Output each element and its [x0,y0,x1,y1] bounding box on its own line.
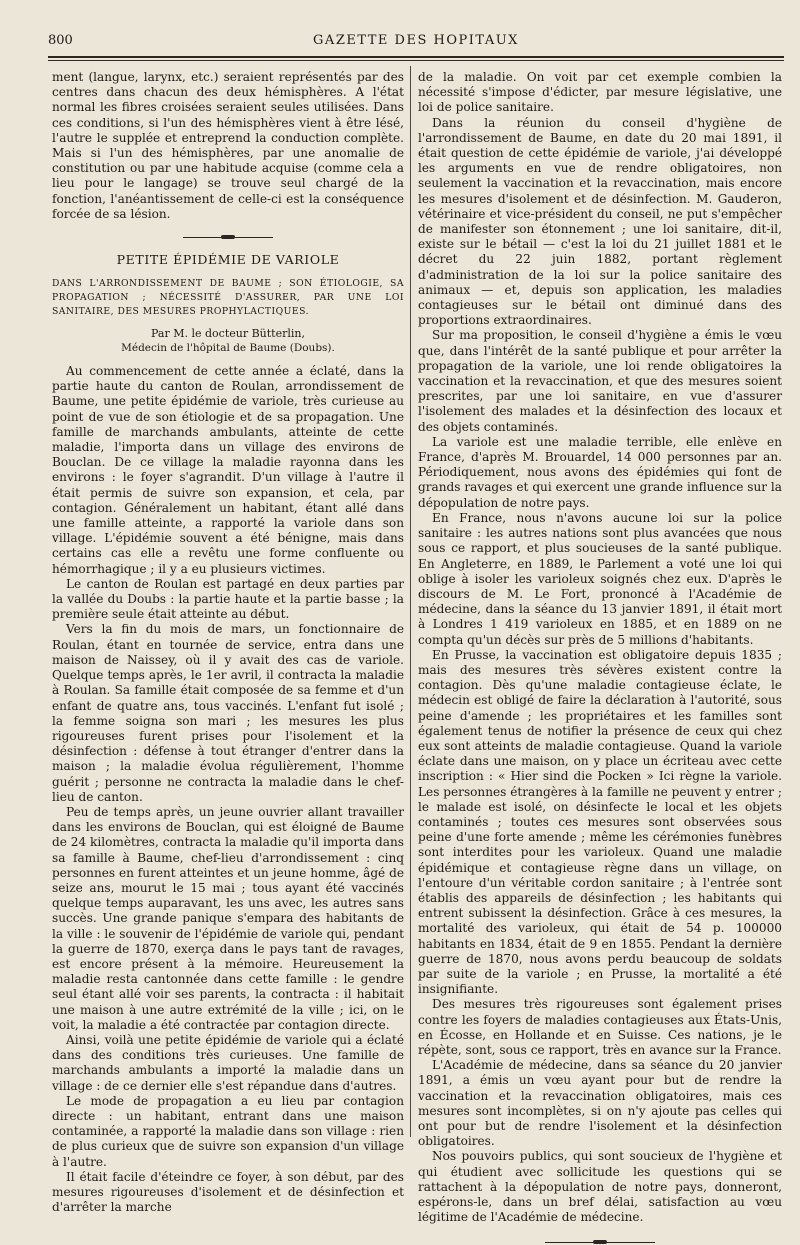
article-paragraph: de la maladie. On voit par cet exemple combien la nécessité s'impose d'édicter, par mesure législative, une loi de police sanitaire. [418,70,782,115]
left-column [52,70,404,1215]
header-rule-thin [48,60,784,61]
header-rule [48,56,784,58]
article-paragraph: Au commencement de cette année a éclaté, dans la partie haute du canton de Roulan, arrondissement de Baume, une petite épidémie de variole, très curieuse au point de vue de son étiologie et de sa propagation. Une famille de marchands ambulants, atteinte de cette maladie, l'importa dans un village des environs de Bouclan. De ce village la maladie rayonna dans les environs : le foyer s'agrandit. D'un village à l'autre il était permis de suivre son expansion, et cela, par contagion. Généralement un habitant, étant allé dans une famille atteinte, a rapporté la variole dans son village. L'épidémie souvent a été bénigne, mais dans certains cas elle a revêtu une forme confluente ou hémorrhagique ; il y a eu plusieurs victimes. [52,364,404,576]
author-affiliation: Médecin de l'hôpital de Baume (Doubs). [121,342,335,355]
article-paragraph: Peu de temps après, un jeune ouvrier allant travailler dans les environs de Bouclan, qui est éloigné de Baume de 24 kilomètres, contracta la maladie qu'il importa dans sa famille à Baume, chef-lieu d'arrondissement : cinq personnes en furent atteintes et un jeune homme, âgé de seize ans, mourut le 15 mai ; tous ayant été vaccinés quelque temps auparavant, les uns avec, les autres sans succès. Une grande panique s'empara des habitants de la ville : le souvenir de l'épidémie de variole qui, pendant la guerre de 1870, exerça dans le pays tant de ravages, est encore présent à la mémoire. Heureusement la maladie resta cantonnée dans cette famille : le gendre seul étant allé voir ses parents, la contracta : il habitait une maison à une autre extrémité de la ville ; ici, on le voit, la maladie a été contractée par contagion directe. [52,804,404,1032]
article-end-separator [545,1239,655,1245]
article-paragraph: Il était facile d'éteindre ce foyer, à son début, par des mesures rigoureuses d'isolement et de désinfection et d'arrêter la marche [52,1169,404,1215]
article-paragraph: Dans la réunion du conseil d'hygiène de l'arrondissement de Baume, en date du 20 mai 1891, il était question de cette épidémie de variole, j'ai développé les arguments en vue de rendre obligatoires, non seulement la vaccination et la revaccination, mais encore les mesures d'isolement et de désinfection. M. Gauderon, vétérinaire et vice-président du conseil, ne put s'empêcher de manifester son étonnement ; une loi sanitaire, dit-il, existe sur le bétail — c'est la loi du 21 juillet 1881 et le décret du 22 juin 1882, portant règlement d'administration de la loi sur la police sanitaire des animaux — et, depuis son application, les maladies contagieuses sur le bétail ont diminué dans des proportions extraordinaires. [418,115,782,328]
article-paragraph: L'Académie de médecine, dans sa séance du 20 janvier 1891, a émis un vœu ayant pour but de rendre la vaccination et la revaccination obligatoires, mais ces mesures sont incomplètes, si on n'y ajoute pas celles qui ont pour but de rendre l'isolement et la désinfection obligatoires. [418,1058,782,1149]
article-paragraph: Le mode de propagation a eu lieu par contagion directe : un habitant, entrant dans une maison contaminée, a rapporté la maladie dans son village : rien de plus curieux que de suivre son expansion d'un village à l'autre. [52,1093,404,1169]
continued-paragraph: ment (langue, larynx, etc.) seraient représentés par des centres dans chacun des deux hémisphères. A l'état normal les fibres croisées seraient seules utilisées. Dans ces conditions, si l'un des hémisphères vient à être lésé, l'autre le supplée et entreprend la conduction complète. Mais si l'un des hémisphères, par une anomalie de constitution ou par une habitude acquise (comme cela a lieu pour le langage) se trouve seul chargé de la fonction, l'anéantissement de celle-ci est la conséquence forcée de sa lésion. [52,70,404,221]
article-author: Par M. le docteur Bütterlin, [151,327,305,341]
article-paragraph: Le canton de Roulan est partagé en deux parties par la vallée du Doubs : la partie haute et la partie basse ; la première seule était atteinte au début. [52,576,404,622]
right-column [418,70,782,1225]
column-divider [410,66,411,1137]
article-paragraph: Vers la fin du mois de mars, un fonctionnaire de Roulan, étant en tournée de service, entra dans une maison de Naissey, où il y avait des cas de variole. Quelque temps après, le 1er avril, il contracta la maladie à Roulan. Sa famille était composée de sa femme et d'un enfant de quatre ans, tous vaccinés. L'enfant fut isolé ; la femme soigna son mari ; les mesures les plus rigoureuses furent prises pour l'isolement et la désinfection : défense à tout étranger d'entrer dans la maison ; la maladie évolua régulièrement, l'homme guérit ; personne ne contracta la maladie dans le chef-lieu de canton. [52,622,404,804]
article-paragraph: Sur ma proposition, le conseil d'hygiène a émis le vœu que, dans l'intérêt de la santé publique et pour arrêter la propagation de la variole, une loi rende obligatoires la vaccination et la revaccination, et que des mesures soient prescrites, par une loi sanitaire, en vue d'assurer l'isolement des malades et la désinfection des locaux et des objets contaminés. [418,328,782,434]
article-title: PETITE ÉPIDÉMIE DE VARIOLE [116,252,340,268]
journal-title: GAZETTE DES HOPITAUX [313,33,519,48]
article-paragraph: En France, nous n'avons aucune loi sur la police sanitaire : les autres nations sont plus avancées que nous sous ce rapport, et plus soucieuses de la santé publique. En Angleterre, en 1889, le Parlement a voté une loi qui oblige à isoler les varioleux soignés chez eux. D'après le discours de M. Le Fort, prononcé à l'Académie de médecine, dans la séance du 13 janvier 1891, il était mort à Londres 1 419 varioleux en 1885, et en 1889 on ne compta qu'un décès sur près de 5 millions d'habitants. [418,510,782,647]
article-paragraph: En Prusse, la vaccination est obligatoire depuis 1835 ; mais des mesures très sévères existent contre la contagion. Dès qu'une maladie contagieuse éclate, le médecin est obligé de faire la déclaration à l'autorité, sous peine d'amende ; les propriétaires et les familles sont également tenus de notifier la présence de ceux qui chez eux sont atteints de maladie contagieuse. Quand la variole éclate dans une maison, on y place un écriteau avec cette inscription : « Hier sind die Pocken » Ici règne la variole. Les personnes étrangères à la famille ne peuvent y entrer ; le malade est isolé, on désinfecte le local et les objets contaminés ; toutes ces mesures sont observées sous peine d'une forte amende ; même les cérémonies funèbres sont interdites pour les varioleux. Quand une maladie épidémique et contagieuse règne dans un village, on l'entoure d'un véritable cordon sanitaire ; à l'entrée sont établis des appareils de désinfection ; les habitants qui entrent subissent la désinfection. Grâce à ces mesures, la mortalité des varioleux, qui était de 54 p. 100000 habitants en 1834, était de 9 en 1855. Pendant la dernière guerre de 1870, nous avons perdu beaucoup de soldats par suite de la variole ; en Prusse, la mortalité a été insignifiante. [418,647,782,997]
article-paragraph: Des mesures très rigoureuses sont également prises contre les foyers de maladies contagieuses aux États-Unis, en Écosse, en Hollande et en Suisse. Ces nations, je le répète, sont, sous ce rapport, très en avance sur la France. [418,997,782,1057]
article-paragraph: La variole est une maladie terrible, elle enlève en France, d'après M. Brouardel, 14 000 personnes par an. Périodiquement, nous avons des épidémies qui font de grands ravages et qui exercent une grande influence sur la dépopulation de notre pays. [418,434,782,510]
page-number: 800 [48,33,73,48]
article-paragraph: Nos pouvoirs publics, qui sont soucieux de l'hygiène et qui étudient avec sollicitude les questions qui se rattachent à la dépopulation de notre pays, donneront, espérons-le, dans un bref délai, satisfaction au vœu légitime de l'Académie de médecine. [418,1149,782,1225]
article-subtitle: DANS L'ARRONDISSEMENT DE BAUME ; SON ÉTIOLOGIE, SA PROPAGATION ; NÉCESSITÉ D'ASSURER, PAR UNE LOI SANITAIRE, DES MESURES PROPHYLACTIQUES. [52,278,404,318]
article-paragraph: Ainsi, voilà une petite épidémie de variole qui a éclaté dans des conditions très curieuses. Une famille de marchands ambulants a importé la maladie dans un village : de ce dernier elle s'est répandue dans d'autres. [52,1032,404,1093]
section-separator [183,234,273,240]
page-header [48,33,784,55]
